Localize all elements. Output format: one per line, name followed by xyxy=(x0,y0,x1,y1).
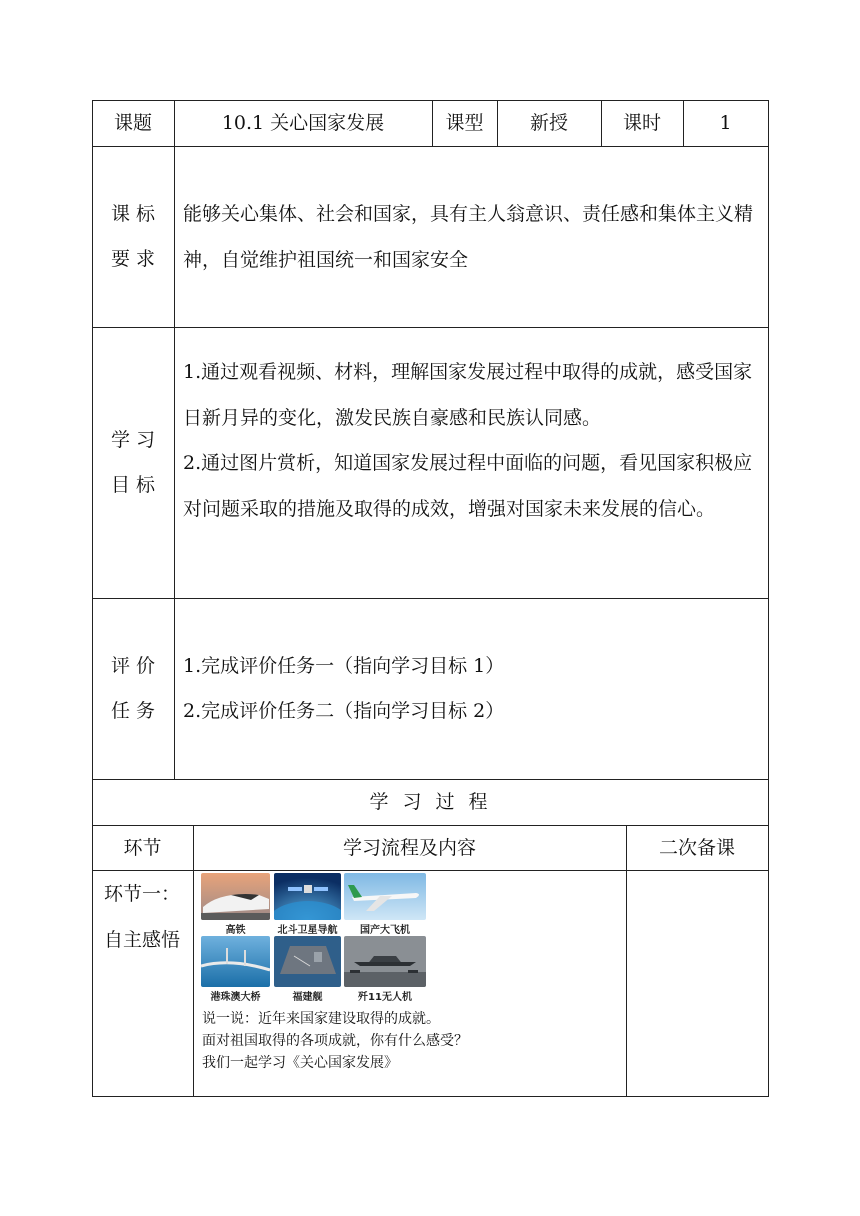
evaluation-task-1: 1.完成评价任务一（指向学习目标 1） xyxy=(183,655,505,677)
table-border xyxy=(768,100,769,1097)
caption-aircraft-carrier: 福建舰 xyxy=(292,992,323,1003)
stage1-label-line2: 自主感悟 xyxy=(104,929,181,951)
table-border xyxy=(92,327,769,328)
bridge-image xyxy=(201,936,270,987)
objective-item-2: 2.通过图片赏析，知道国家发展过程中面临的问题，看见国家积极应对问题采取的措施及取得的成效，增强对国家未来发展的信心。 xyxy=(183,452,753,520)
column-content: 学习流程及内容 xyxy=(342,837,476,859)
aircraft-carrier-image xyxy=(274,936,341,987)
table-border xyxy=(174,100,175,779)
process-title: 学 习 过 程 xyxy=(369,791,492,813)
stage1-label-line1: 环节一： xyxy=(104,883,181,905)
table-border xyxy=(92,598,769,599)
caption-bridge: 港珠澳大桥 xyxy=(210,992,261,1003)
drone-image xyxy=(344,936,426,987)
column-notes: 二次备课 xyxy=(658,837,735,859)
column-stage: 环节 xyxy=(123,837,162,859)
caption-airliner: 国产大飞机 xyxy=(360,925,410,936)
type-value: 新授 xyxy=(529,112,568,134)
type-label: 课型 xyxy=(445,112,484,134)
prompt-line-2: 面对祖国取得的各项成就，你有什么感受？ xyxy=(202,1033,468,1049)
topic-label: 课题 xyxy=(113,112,152,134)
table-border xyxy=(626,825,627,1097)
table-border xyxy=(92,100,769,101)
topic-value: 10.1 关心国家发展 xyxy=(221,112,385,134)
caption-drone: 歼11无人机 xyxy=(358,992,412,1003)
hours-value: 1 xyxy=(719,112,732,134)
objectives-label-line1: 学 习 xyxy=(110,429,156,451)
prompt-line-3: 我们一起学习《关心国家发展》 xyxy=(202,1055,398,1071)
table-border xyxy=(92,779,769,780)
objective-item-1: 1.通过观看视频、材料，理解国家发展过程中取得的成就，感受国家日新月异的变化，激发民族自豪感和民族认同感。 xyxy=(183,361,753,429)
standards-label-line1: 课 标 xyxy=(110,203,156,225)
evaluation-label-line2: 任 务 xyxy=(110,700,156,722)
table-border xyxy=(92,146,769,147)
satellite-image xyxy=(274,873,341,920)
evaluation-task-2: 2.完成评价任务二（指向学习目标 2） xyxy=(183,700,505,722)
airliner-image xyxy=(344,873,426,920)
standards-content: 能够关心集体、社会和国家，具有主人翁意识、责任感和集体主义精神，自觉维护祖国统一和国家安全 xyxy=(183,203,754,271)
standards-label-line2: 要 求 xyxy=(110,248,156,270)
caption-satellite: 北斗卫星导航 xyxy=(277,925,338,936)
high-speed-train-image xyxy=(201,873,270,920)
evaluation-label-line1: 评 价 xyxy=(110,655,156,677)
prompt-line-1: 说一说：近年来国家建设取得的成就。 xyxy=(202,1011,440,1027)
table-border xyxy=(193,825,194,1097)
hours-label: 课时 xyxy=(622,112,661,134)
objectives-label-line2: 目 标 xyxy=(110,474,156,496)
caption-high-speed-train: 高铁 xyxy=(225,925,246,936)
